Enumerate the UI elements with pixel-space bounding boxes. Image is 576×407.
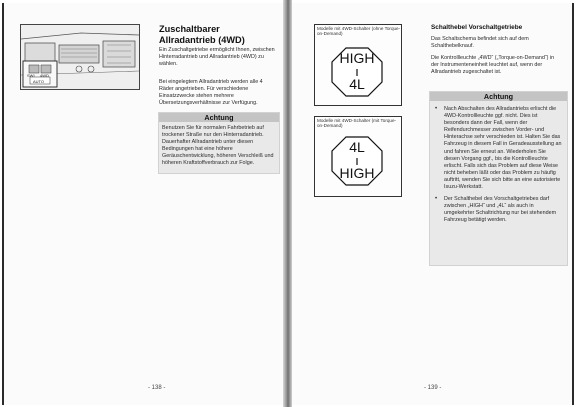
figure-label-auto: AUTO (33, 79, 45, 84)
section-heading: Zuschaltbarer Allradantrieb (4WD) (159, 24, 245, 45)
figure-label-4wd: 4WD (40, 73, 49, 78)
warning-title: Achtung (430, 92, 567, 101)
indicator-bottom-text: 4L (349, 76, 365, 92)
warning-title: Achtung (159, 113, 279, 122)
indicator-caption: Modelle mit 4WD-Schalter (ohne Torque-on-Demand) (317, 26, 401, 37)
indicator-bottom-text: HIGH (339, 165, 375, 181)
indicator-top-text: 4L (349, 139, 365, 155)
figure-label-swi: SWI (27, 73, 35, 78)
shift-pattern-paragraph: Das Schaltschema befindet sich auf dem Schalthebelknauf. (431, 36, 529, 50)
section-heading: Schalthebel Vorschaltgetriebe (431, 24, 523, 31)
warning-bullet-list (430, 101, 567, 225)
page-number-left: - 138 - (148, 385, 166, 391)
description-paragraph: Bei eingelegtem Allradantrieb werden alle 4 Räder angetrieben. Für verschiedene Einsatzzwecke stehen mehrere Übersetzungsverhältnisse zur Verfügung. (159, 79, 263, 107)
warning-box (158, 112, 280, 174)
page-number-right: - 139 - (424, 385, 442, 391)
intro-paragraph: Ein Zuschaltgetriebe ermöglicht Ihnen, zwischen Hinterradantrieb und Allradantrieb (4WD) zu wählen. (159, 47, 275, 68)
book-gutter (283, 0, 292, 407)
dashboard-switch-figure (20, 24, 140, 90)
indicator-caption: Modelle mit 4WD-Schalter (mit Torque-on-Demand) (317, 118, 397, 129)
indicator-top-text: HIGH (339, 50, 375, 66)
indicator-panel-without-tod (314, 24, 402, 106)
indicator-light-paragraph: Die Kontrollleuchte „4WD“ („Torque-on-Demand“) in der Instrumenteneinheit leuchtet auf, wenn der Allradantrieb zugeschaltet ist. (431, 55, 555, 76)
warning-bullet: • Nach Abschalten des Allradantriebs erlischt die 4WD-Kontrollleuchte ggf. nicht. Dies ist besonders dann der Fall, wenn der Reifendurchmesser zwischen Vorder- und Hinterachse sehr verschieden ist. Halten Sie das Fahrzeug in diesem Fall in Geradeausstellung an und fahren Sie erneut an. Wiederholen Sie diesen Vorgang ggf., bis die Kontrollleuchte erlischt. Falls sich das Problem auf diese Weise nicht beheben läßt oder das Problem zu häufig auftritt, wenden Sie sich bitte an eine autorisierte Isuzu-Werkstatt. (444, 106, 563, 191)
warning-box (429, 91, 568, 266)
indicator-panel-with-tod (314, 116, 402, 197)
warning-bullet: • Der Schalthebel des Vorschaltgetriebes darf zwischen „HIGH“ und „4L“ als auch in umgekehrter Schaltrichtung nur bei stehendem Fahrzeug betätigt werden. (444, 196, 563, 224)
warning-text: Benutzen Sie für normalen Fahrbetrieb auf trockener Straße nur den Hinterradantrieb. Dauerhafter Allradantrieb unter diesen Bedingungen hat eine höhere Geräuschentwicklung, höheren Verschleiß und höheren Kraftstoffverbrauch zur Folge. (162, 125, 274, 167)
